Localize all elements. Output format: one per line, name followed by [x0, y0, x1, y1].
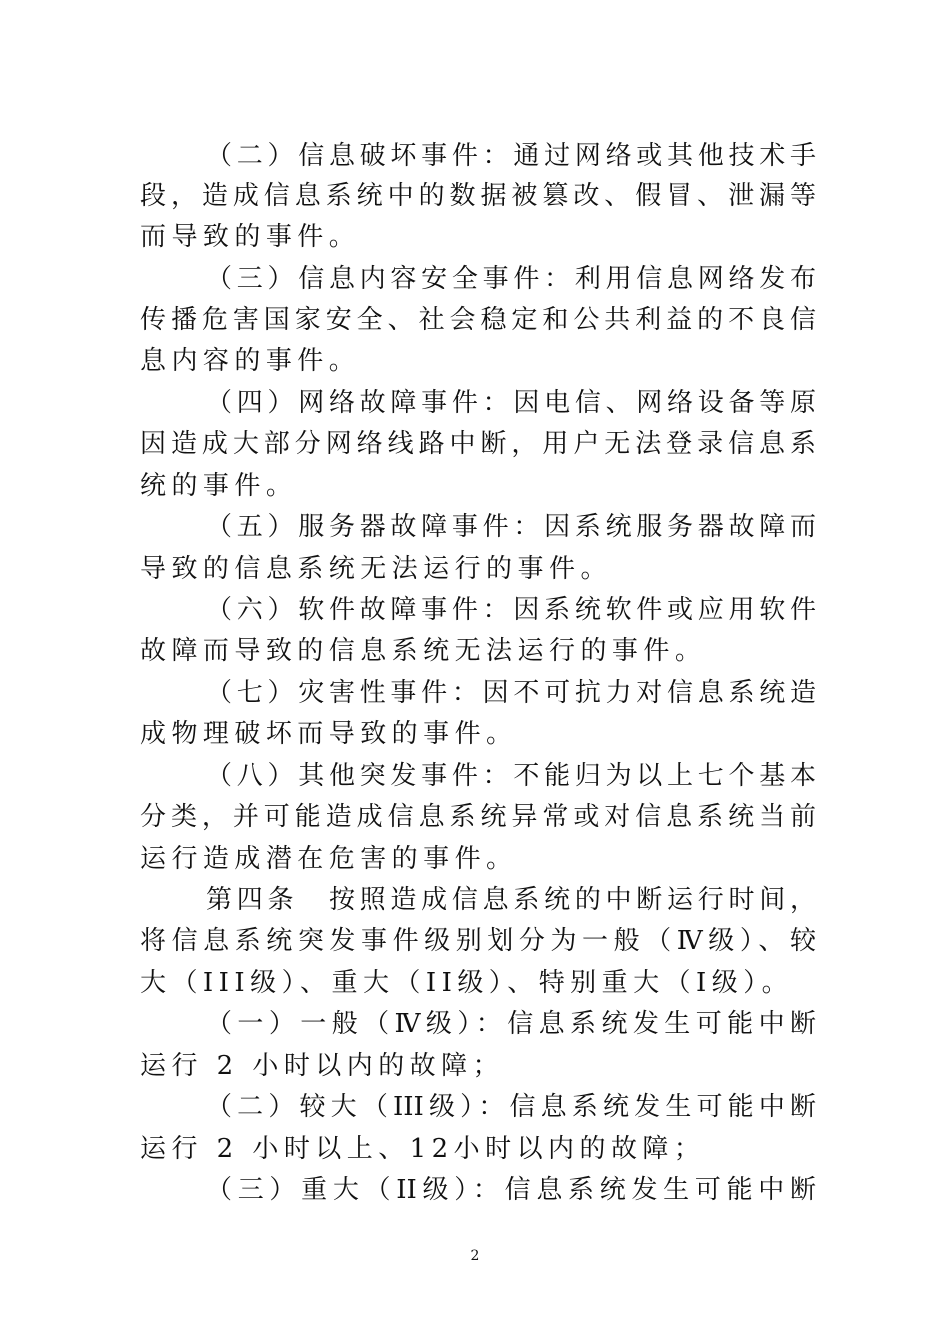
paragraph-line: 导致的信息系统无法运行的事件。: [140, 554, 612, 584]
paragraph-line: （三）重大（II级）：信息系统发生可能中断: [206, 1175, 816, 1205]
paragraph-line: 分类，并可能造成信息系统异常或对信息系统当前: [140, 802, 816, 832]
paragraph-line: （三）信息内容安全事件：利用信息网络发布: [206, 264, 816, 294]
paragraph-line: 而导致的事件。: [140, 222, 361, 252]
paragraph-line: 将信息系统突发事件级别划分为一般（Ⅳ级）、较: [140, 926, 816, 956]
paragraph-line: 因造成大部分网络线路中断，用户无法登录信息系: [140, 429, 816, 459]
paragraph-line: （八）其他突发事件：不能归为以上七个基本: [206, 761, 816, 791]
paragraph-line: 统的事件。: [140, 471, 298, 501]
paragraph-line: （四）网络故障事件：因电信、网络设备等原: [206, 388, 816, 418]
paragraph-line: 故障而导致的信息系统无法运行的事件。: [140, 636, 707, 666]
article-line: 第四条 按照造成信息系统的中断运行时间，: [206, 885, 816, 915]
paragraph-line: 运行 2 小时以上、12小时以内的故障；: [140, 1134, 706, 1164]
paragraph-line: （二）较大（III级）：信息系统发生可能中断: [206, 1092, 816, 1122]
paragraph-line: 运行造成潜在危害的事件。: [140, 844, 518, 874]
paragraph-line: 息内容的事件。: [140, 346, 361, 376]
paragraph-line: （二）信息破坏事件：通过网络或其他技术手: [206, 141, 816, 171]
paragraph-line: （五）服务器故障事件：因系统服务器故障而: [206, 512, 816, 542]
paragraph-line: 大（III级）、重大（II级）、特别重大（Ⅰ级）。: [140, 968, 794, 998]
paragraph-line: （七）灾害性事件：因不可抗力对信息系统造: [206, 678, 816, 708]
paragraph-line: 传播危害国家安全、社会稳定和公共利益的不良信: [140, 305, 816, 335]
page-number: 2: [470, 1248, 480, 1264]
paragraph-line: 运行 2 小时以内的故障；: [140, 1051, 505, 1081]
paragraph-line: （一）一般（Ⅳ级）：信息系统发生可能中断: [206, 1009, 816, 1039]
paragraph-line: （六）软件故障事件：因系统软件或应用软件: [206, 595, 816, 625]
paragraph-line: 成物理破坏而导致的事件。: [140, 719, 518, 749]
paragraph-line: 段，造成信息系统中的数据被篡改、假冒、泄漏等: [140, 181, 816, 211]
